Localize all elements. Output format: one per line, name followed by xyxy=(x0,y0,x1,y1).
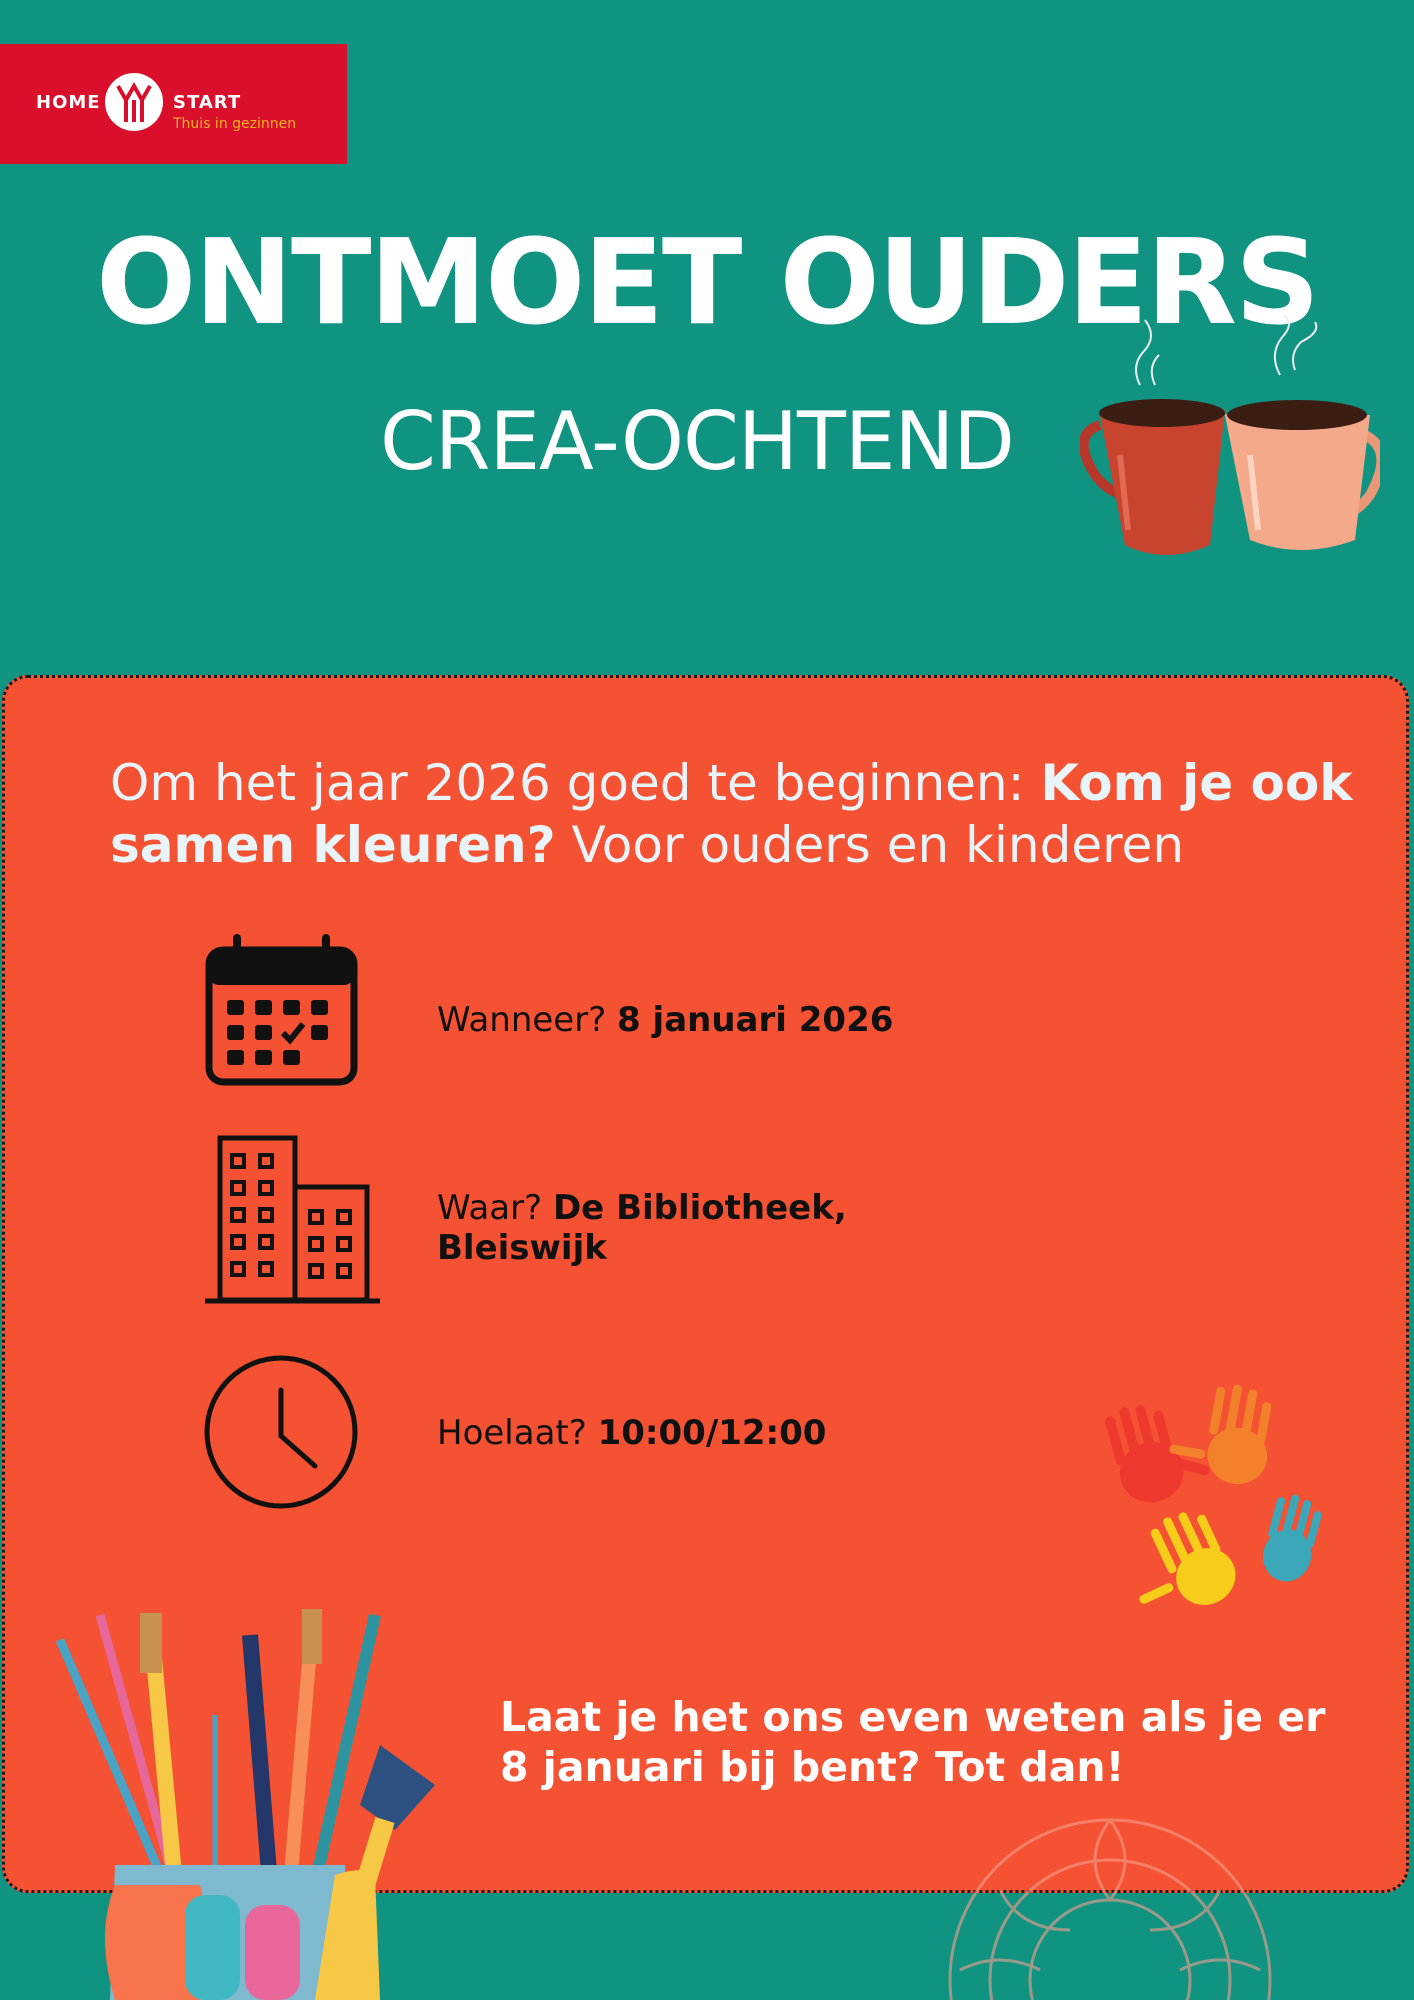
logo-right-word: START xyxy=(173,92,242,113)
page-title: ONTMOET OUDERS xyxy=(95,213,1318,351)
detail-where-value: De Bibliotheek, xyxy=(552,1188,847,1228)
coffee-mugs-icon xyxy=(1080,315,1380,565)
paint-brushes-icon xyxy=(45,1595,460,2000)
intro-bold: Kom je ook samen kleuren? xyxy=(110,754,1353,874)
intro-tail: Voor ouders en kinderen xyxy=(555,816,1185,874)
page-subtitle: CREA-OCHTEND xyxy=(380,395,1014,488)
building-icon xyxy=(205,1135,380,1305)
detail-when xyxy=(437,1000,893,1040)
logo-mark-icon xyxy=(104,72,164,132)
closing-line-2: 8 januari bij bent? Tot dan! xyxy=(500,1743,1125,1791)
detail-time xyxy=(437,1413,826,1453)
detail-time-value: 10:00/12:00 xyxy=(597,1413,827,1453)
calendar-icon xyxy=(205,932,360,1087)
clock-icon xyxy=(203,1354,359,1510)
home-start-logo xyxy=(0,44,347,164)
handprints-icon xyxy=(1070,1375,1370,1660)
logo-left-word: HOME xyxy=(36,92,101,113)
intro-lead: Om het jaar 2026 goed te beginnen: xyxy=(110,754,1041,812)
detail-where xyxy=(437,1188,847,1268)
logo-tagline: Thuis in gezinnen xyxy=(173,116,297,132)
closing-line-1: Laat je het ons even weten als je er xyxy=(500,1693,1326,1741)
detail-when-label: Wanneer? xyxy=(437,1000,618,1040)
mandala-icon xyxy=(900,1780,1320,2000)
detail-where-value-2: Bleiswijk xyxy=(437,1228,607,1268)
detail-when-value: 8 januari 2026 xyxy=(617,1000,894,1040)
intro-text xyxy=(110,752,1360,876)
closing-message xyxy=(500,1692,1350,1792)
detail-where-label: Waar? xyxy=(437,1188,553,1228)
detail-time-label: Hoelaat? xyxy=(437,1413,598,1453)
